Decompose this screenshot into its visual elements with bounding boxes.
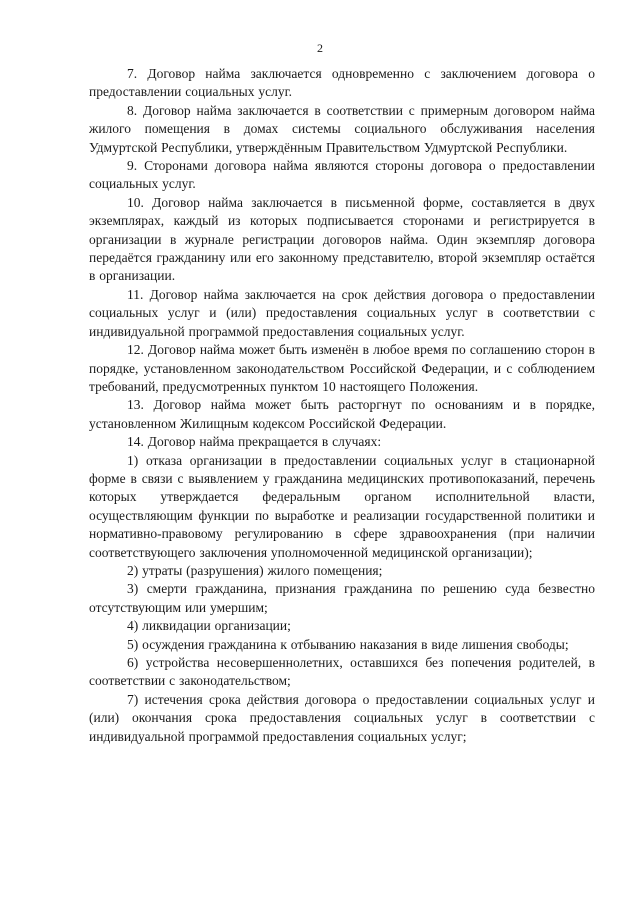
document-body xyxy=(89,65,595,746)
page-number: 2 xyxy=(317,41,323,55)
paragraph-11: 11. Договор найма заключается на срок действия договора о предоставлении социальных услуг и (или) предоставления социальных услуг в соответствии с индивидуальной программой предоставления социальных услуг. xyxy=(89,286,595,339)
list-item-5: 5) осуждения гражданина к отбыванию наказания в виде лишения свободы; xyxy=(127,636,569,652)
list-item-2: 2) утраты (разрушения) жилого помещения; xyxy=(127,562,383,578)
paragraph-9: 9. Сторонами договора найма являются стороны договора о предоставлении социальных услуг. xyxy=(89,158,595,192)
list-item-4: 4) ликвидации организации; xyxy=(127,618,291,634)
paragraph-13: 13. Договор найма может быть расторгнут по основаниям и в порядке, установленном Жилищным кодексом Российской Федерации. xyxy=(89,397,595,431)
paragraph-14: 14. Договор найма прекращается в случаях: xyxy=(127,434,382,450)
list-item-3: 3) смерти гражданина, признания гражданина по решению суда безвестно отсутствующим или умершим; xyxy=(89,581,595,615)
paragraph-8: 8. Договор найма заключается в соответствии с примерным договором найма жилого помещения в домах системы социального обслуживания населения Удмуртской Республики, утверждённым Правительством Удмуртской Республики. xyxy=(89,102,595,155)
list-item-6: 6) устройства несовершеннолетних, оставшихся без попечения родителей, в соответствии с законодательством; xyxy=(89,655,595,689)
list-item-1: 1) отказа организации в предоставлении социальных услуг в стационарной форме в связи с выявлением у гражданина медицинских противопоказаний, перечень которых утверждается федеральным органом исполнительной власти, осуществляющим функции по выработке и реализации государственной политики и нормативно-правовому регулированию в сфере здравоохранения (при наличии соответствующего заключения уполномоченной медицинской организации); xyxy=(89,452,595,560)
list-item-7: 7) истечения срока действия договора о предоставлении социальных услуг и (или) окончания срока предоставления социальных услуг в соответствии с индивидуальной программой предоставления социальных услуг; xyxy=(89,691,595,744)
paragraph-10: 10. Договор найма заключается в письменной форме, составляется в двух экземплярах, каждый из которых подписывается сторонами и регистрируется в организации в журнале регистрации договоров найма. Один экземпляр договора передаётся гражданину или его законному представителю, второй экземпляр остаётся в организации. xyxy=(89,194,595,284)
paragraph-12: 12. Договор найма может быть изменён в любое время по соглашению сторон в порядке, установленном законодательством Российской Федерации, и с соблюдением требований, предусмотренных пунктом 10 настоящего Положения. xyxy=(89,342,595,394)
paragraph-7: 7. Договор найма заключается одновременно с заключением договора о предоставлении социальных услуг. xyxy=(89,66,595,100)
